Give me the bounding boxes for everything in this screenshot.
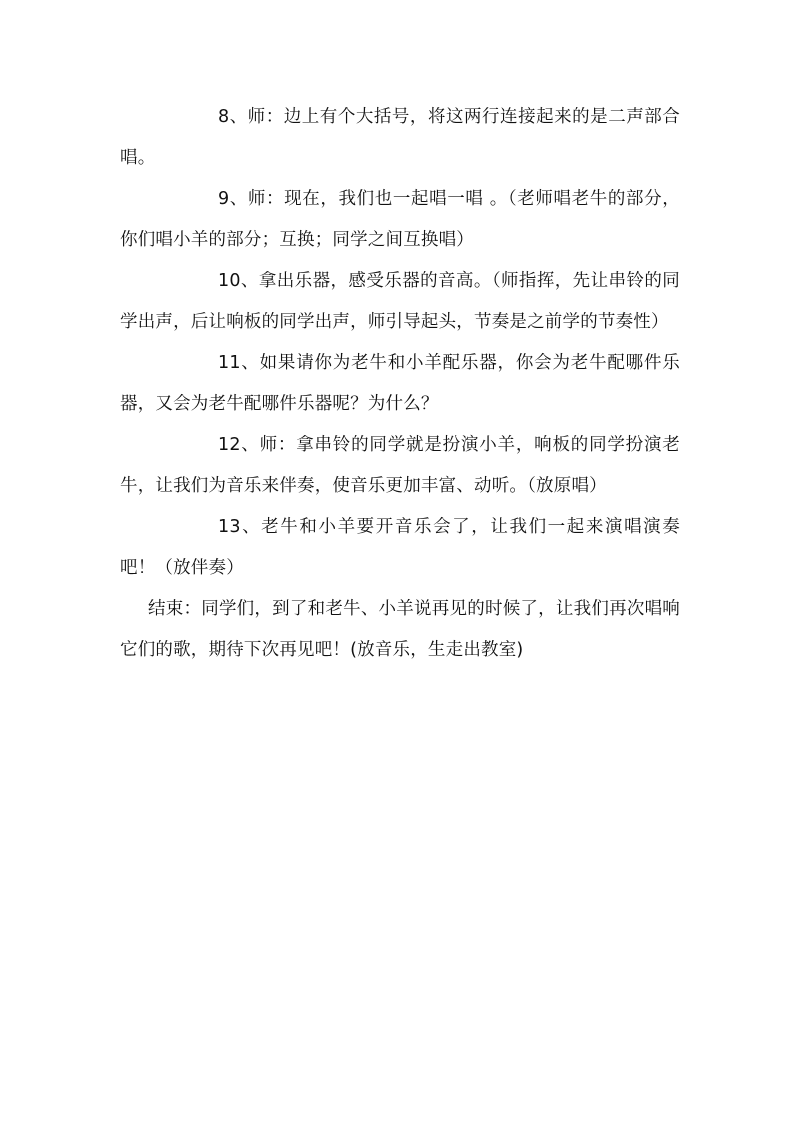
- step-8-paragraph: 8、师：边上有个大括号，将这两行连接起来的是二声部合唱。: [120, 107, 680, 168]
- step-10-paragraph: 10、拿出乐器，感受乐器的音高。（师指挥，先让串铃的同学出声，后让响板的同学出声，师引导起头，节奏是之前学的节奏性）: [120, 271, 680, 332]
- step-13-paragraph: 13、老牛和小羊要开音乐会了，让我们一起来演唱演奏吧！（放伴奏）: [120, 517, 680, 578]
- step-12-paragraph: 12、师：拿串铃的同学就是扮演小羊，响板的同学扮演老牛，让我们为音乐来伴奏，使音乐更加丰富、动听。（放原唱）: [120, 435, 680, 496]
- step-11-paragraph: 11、如果请你为老牛和小羊配乐器，你会为老牛配哪件乐器，又会为老牛配哪件乐器呢？为什么？: [120, 353, 680, 414]
- closing-paragraph: 结束：同学们，到了和老牛、小羊说再见的时候了，让我们再次唱响它们的歌，期待下次再见吧！(放音乐，生走出教室): [120, 599, 680, 660]
- step-9-paragraph: 9、师：现在，我们也一起唱一唱 。（老师唱老牛的部分，你们唱小羊的部分；互换；同学之间互换唱）: [120, 189, 680, 250]
- document-body: [120, 97, 680, 671]
